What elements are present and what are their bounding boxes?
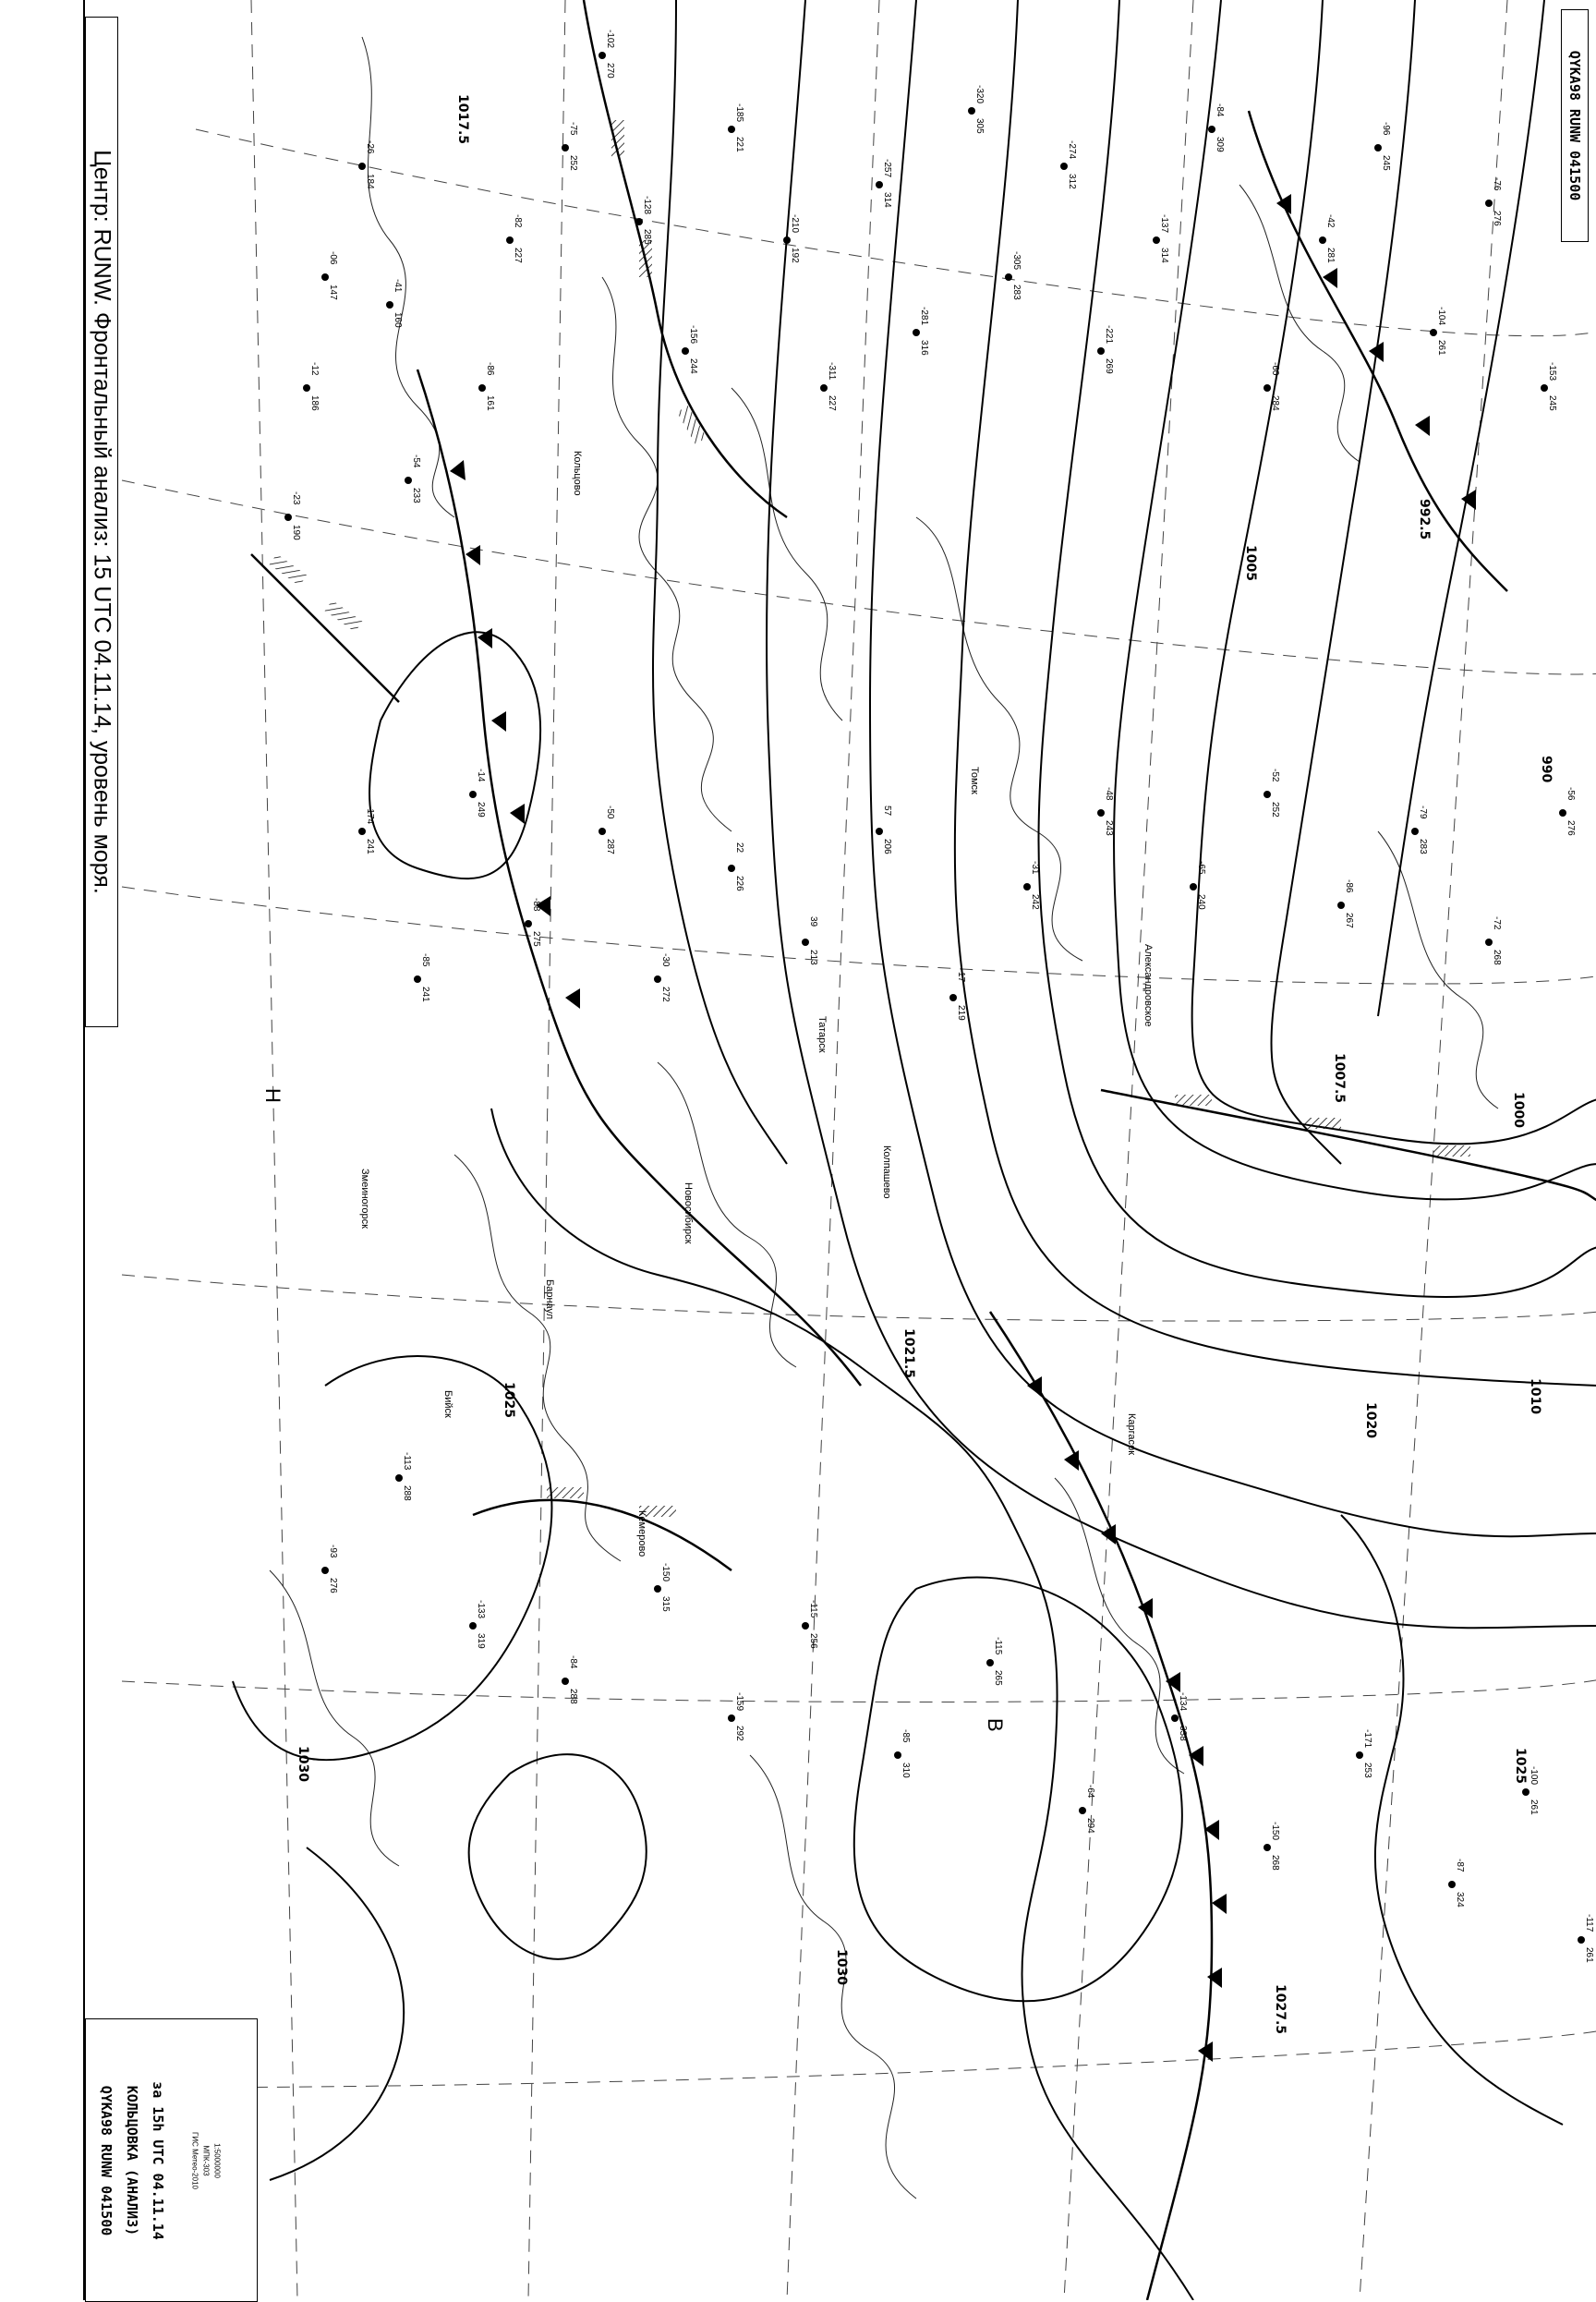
isobar-label: 1027.5 — [1273, 1984, 1288, 2035]
station-pressure: 268 — [1270, 1855, 1280, 1871]
city-label: Александровское — [1143, 944, 1154, 1027]
stamp-small-2: МПК-303 — [201, 2144, 211, 2176]
station-pressure: 265 — [993, 1670, 1003, 1686]
station-circle-icon — [894, 1751, 901, 1759]
isobar-label: 1025 — [502, 1382, 516, 1418]
station-plot — [1097, 787, 1114, 836]
station-plot — [986, 1637, 1003, 1686]
station-pressure: 213 — [808, 950, 818, 965]
station-circle-icon — [635, 218, 643, 225]
station-plot — [1448, 1859, 1465, 1908]
stamp-line-1: QYKA98 RUNW 041500 — [98, 2085, 115, 2235]
station-plot — [1485, 916, 1502, 965]
station-circle-icon — [802, 939, 809, 946]
station-plot — [469, 769, 486, 818]
station-temperature: -42 — [1325, 214, 1336, 228]
station-pressure: 312 — [1067, 174, 1077, 189]
station-temperature: -134 — [1178, 1692, 1188, 1712]
station-temperature: 39 — [808, 916, 818, 927]
station-temperature: -52 — [1270, 769, 1280, 782]
station-pressure: 284 — [1270, 395, 1280, 411]
station-circle-icon — [1319, 236, 1326, 244]
station-pressure: 305 — [974, 118, 985, 134]
station-circle-icon — [321, 1567, 329, 1574]
station-temperature: -79 — [1418, 806, 1428, 819]
station-plot — [682, 325, 698, 374]
station-temperature: -60 — [1270, 362, 1280, 376]
station-temperature: -159 — [734, 1692, 744, 1712]
station-temperature: 22 — [734, 842, 744, 854]
station-pressure: 261 — [1529, 1799, 1539, 1815]
station-pressure: 249 — [476, 802, 486, 818]
station-pressure: 227 — [513, 248, 523, 263]
station-plot — [395, 1452, 412, 1501]
station-circle-icon — [1337, 902, 1345, 909]
station-circle-icon — [1097, 809, 1105, 817]
isobar-label: 1030 — [296, 1746, 310, 1782]
synoptic-map — [85, 0, 1596, 2300]
station-temperature: -137 — [1159, 214, 1169, 234]
station-pressure: 324 — [1455, 1892, 1465, 1908]
station-circle-icon — [682, 347, 689, 355]
station-pressure: 309 — [1215, 137, 1225, 152]
station-circle-icon — [728, 126, 735, 133]
station-temperature: -14 — [476, 769, 486, 782]
station-temperature: -30 — [660, 953, 671, 967]
station-circle-icon — [1448, 1881, 1456, 1888]
station-circle-icon — [358, 163, 366, 170]
station-temperature: -117 — [1584, 1914, 1594, 1932]
station-circle-icon — [562, 1678, 569, 1685]
station-pressure: 243 — [1104, 820, 1114, 836]
station-pressure: 285 — [642, 229, 652, 245]
station-plot — [1060, 140, 1077, 189]
station-temperature: -75 — [568, 122, 578, 136]
low-center-label: Н — [261, 1088, 284, 1103]
station-circle-icon — [598, 828, 606, 835]
station-temperature: -85 — [420, 953, 430, 967]
station-temperature: -72 — [1492, 916, 1502, 930]
station-plot — [820, 362, 837, 411]
station-circle-icon — [525, 920, 532, 927]
station-pressure: 160 — [393, 312, 403, 328]
station-circle-icon — [1430, 329, 1437, 336]
station-plot — [1319, 214, 1336, 263]
station-plot — [728, 103, 744, 152]
station-pressure: 288 — [402, 1485, 412, 1501]
station-pressure: 206 — [882, 839, 892, 854]
station-temperature: -185 — [734, 103, 744, 123]
station-plot — [1153, 214, 1169, 263]
station-temperature: -65 — [1196, 861, 1206, 875]
station-plot — [1264, 362, 1280, 411]
station-circle-icon — [1060, 163, 1068, 170]
station-pressure: 252 — [568, 155, 578, 171]
station-plot — [728, 842, 744, 891]
station-temperature: -150 — [1270, 1822, 1280, 1841]
station-pressure: 283 — [1011, 285, 1022, 300]
station-temperature: -104 — [1436, 307, 1446, 326]
station-plot — [876, 806, 892, 854]
station-temperature: -84 — [1215, 103, 1225, 117]
station-plot — [1079, 1785, 1095, 1834]
station-plot — [802, 1600, 818, 1649]
stamp-small-1: ГИС Метео-2010 — [190, 2131, 200, 2189]
isobar-label: 1007.5 — [1332, 1053, 1347, 1104]
city-label: Кольцово — [572, 451, 583, 496]
station-temperature: -305 — [1011, 251, 1022, 271]
station-circle-icon — [1522, 1788, 1530, 1796]
station-temperature: -84 — [568, 1655, 578, 1669]
station-plot — [598, 806, 615, 854]
station-pressure: 276 — [1566, 820, 1576, 836]
station-temperature: -88 — [531, 898, 541, 912]
station-pressure: 272 — [660, 987, 671, 1002]
isobar-label: 1000 — [1511, 1092, 1526, 1128]
station-plot — [414, 953, 430, 1002]
station-circle-icon — [1153, 236, 1160, 244]
station-pressure: 226 — [734, 876, 744, 891]
station-plot — [894, 1729, 911, 1778]
station-temperature: -115 — [993, 1637, 1003, 1655]
station-pressure: 161 — [485, 395, 495, 411]
isobar-label: 990 — [1539, 756, 1554, 783]
station-circle-icon — [562, 144, 569, 151]
station-temperature: -156 — [688, 325, 698, 345]
station-pressure: 253 — [1362, 1763, 1372, 1778]
graticule — [122, 0, 1596, 2300]
station-plot — [654, 953, 671, 1002]
station-plot — [562, 122, 578, 171]
isobar-label: 1005 — [1243, 545, 1258, 581]
station-circle-icon — [1411, 828, 1419, 835]
station-pressure: 240 — [1196, 894, 1206, 910]
station-temperature: -86 — [485, 362, 495, 376]
station-circle-icon — [728, 865, 735, 872]
station-temperature: -257 — [882, 159, 892, 178]
station-pressure: 314 — [882, 192, 892, 208]
station-circle-icon — [303, 384, 310, 392]
station-temperature: -06 — [328, 251, 338, 265]
station-plot — [358, 140, 375, 189]
station-pressure: 147 — [328, 285, 338, 300]
station-plot — [1264, 769, 1280, 818]
station-plot — [1023, 861, 1040, 910]
city-label: Томск — [969, 767, 980, 794]
station-circle-icon — [1485, 939, 1493, 946]
station-plot — [386, 279, 403, 328]
station-temperature: -93 — [328, 1545, 338, 1558]
station-plot — [802, 916, 818, 965]
station-pressure: 227 — [827, 395, 837, 411]
station-pressure: 276 — [1492, 211, 1502, 226]
station-plot — [1430, 307, 1446, 356]
station-temperature: -221 — [1104, 325, 1114, 345]
station-pressure: 338 — [1178, 1726, 1188, 1741]
station-temperature: -320 — [974, 85, 985, 104]
station-pressure: 269 — [1104, 358, 1114, 374]
station-plot — [728, 1692, 744, 1741]
station-temperature: -210 — [790, 214, 800, 234]
station-circle-icon — [1559, 809, 1566, 817]
station-circle-icon — [1190, 883, 1197, 891]
station-circle-icon — [876, 181, 883, 188]
station-temperature: -54 — [411, 454, 421, 468]
city-label: Колпашево — [881, 1145, 892, 1199]
isobar-label: 1017.5 — [455, 94, 470, 145]
station-temperature: -26 — [365, 140, 375, 154]
station-plot — [598, 30, 615, 79]
city-label: Бийск — [442, 1390, 453, 1418]
city-label: Барнаул — [544, 1279, 555, 1320]
city-label: Каргасок — [1126, 1413, 1137, 1456]
station-temperature: -153 — [1547, 362, 1557, 382]
station-pressure: 242 — [1030, 894, 1040, 910]
station-pressure: 233 — [411, 488, 421, 503]
station-circle-icon — [1264, 1844, 1271, 1851]
station-temperature: -50 — [605, 806, 615, 819]
station-pressure: 310 — [901, 1763, 911, 1778]
station-temperature: -64 — [1085, 1785, 1095, 1799]
station-circle-icon — [469, 1622, 477, 1630]
station-plot — [913, 307, 929, 356]
station-circle-icon — [1171, 1714, 1179, 1722]
station-circle-icon — [284, 514, 292, 521]
station-circle-icon — [783, 236, 791, 244]
station-temperature: -48 — [1104, 787, 1114, 801]
station-circle-icon — [654, 1585, 661, 1593]
station-circle-icon — [598, 52, 606, 59]
station-plot — [949, 972, 966, 1021]
station-circle-icon — [405, 477, 412, 484]
station-circle-icon — [1264, 384, 1271, 392]
station-pressure: 294 — [1085, 1818, 1095, 1834]
station-plot — [1005, 251, 1022, 300]
map-frame — [83, 0, 1596, 2300]
station-temperature: -274 — [1067, 140, 1077, 160]
station-plot — [654, 1563, 671, 1612]
station-circle-icon — [1005, 273, 1012, 281]
station-pressure: 256 — [808, 1633, 818, 1649]
station-pressure: 261 — [1436, 340, 1446, 356]
station-plot — [303, 362, 320, 411]
station-plots — [284, 30, 1594, 1963]
station-pressure: 245 — [1547, 395, 1557, 411]
station-circle-icon — [802, 1622, 809, 1630]
station-temperature: -311 — [827, 362, 837, 381]
station-pressure: 281 — [1325, 248, 1336, 263]
station-circle-icon — [1485, 200, 1493, 207]
city-label: Новосибирск — [683, 1182, 694, 1244]
station-circle-icon — [820, 384, 828, 392]
station-plot — [876, 159, 892, 208]
station-circle-icon — [949, 994, 957, 1001]
map-title-box — [85, 17, 118, 1027]
station-pressure: 219 — [956, 1005, 966, 1021]
station-pressure: 241 — [420, 987, 430, 1002]
station-plot — [1190, 861, 1206, 910]
station-temperature: -12 — [309, 362, 320, 376]
station-plot — [1578, 1914, 1594, 1963]
station-plot — [1485, 177, 1502, 226]
station-circle-icon — [876, 828, 883, 835]
station-pressure: 184 — [365, 174, 375, 189]
station-pressure: 288 — [568, 1689, 578, 1704]
station-circle-icon — [1264, 791, 1271, 798]
station-temperature: -56 — [1566, 787, 1576, 801]
station-pressure: 283 — [1418, 839, 1428, 854]
station-circle-icon — [913, 329, 920, 336]
stamp-small-3: 1:5000000 — [212, 2142, 222, 2178]
station-pressure: 192 — [790, 248, 800, 263]
station-circle-icon — [358, 828, 366, 835]
station-temperature: -87 — [1455, 1859, 1465, 1872]
station-temperature: -82 — [513, 214, 523, 228]
station-circle-icon — [1079, 1807, 1086, 1814]
isobar-label: 1010 — [1528, 1378, 1542, 1414]
station-circle-icon — [1374, 144, 1382, 151]
isobar-label: 1025 — [1513, 1748, 1528, 1784]
isobars — [233, 0, 1596, 2300]
station-plot — [1541, 362, 1557, 411]
station-circle-icon — [386, 301, 393, 309]
map-title: Центр: RUNW. Фронтальный анализ: 15 UTC 04.11.14, уровень моря. — [89, 150, 115, 894]
station-temperature: -76 — [1492, 177, 1502, 191]
isobar-label: 992.5 — [1417, 499, 1432, 540]
station-temperature: -150 — [660, 1563, 671, 1582]
station-temperature: -171 — [1362, 1729, 1372, 1749]
station-pressure: 276 — [328, 1578, 338, 1593]
station-pressure: 315 — [660, 1596, 671, 1612]
station-temperature: -100 — [1529, 1766, 1539, 1786]
isobar-label: 1020 — [1363, 1402, 1378, 1438]
station-plot — [1411, 806, 1428, 854]
station-circle-icon — [728, 1714, 735, 1722]
station-plot — [1356, 1729, 1372, 1778]
station-circle-icon — [654, 975, 661, 983]
station-pressure: 241 — [365, 839, 375, 854]
station-temperature: -85 — [901, 1729, 911, 1743]
station-temperature: -31 — [1030, 861, 1040, 875]
station-plot — [478, 362, 495, 411]
isobar-label: 1030 — [834, 1949, 849, 1985]
station-circle-icon — [1541, 384, 1548, 392]
station-pressure: 190 — [291, 525, 301, 540]
station-plot — [321, 251, 338, 300]
station-pressure: 244 — [688, 358, 698, 374]
station-temperature: -133 — [476, 1600, 486, 1619]
station-plot — [1337, 879, 1354, 928]
isobar-label: 1021.5 — [901, 1328, 916, 1379]
station-pressure: 287 — [605, 839, 615, 854]
station-pressure: 270 — [605, 63, 615, 79]
station-circle-icon — [395, 1474, 403, 1482]
station-temperature: -174 — [365, 806, 375, 825]
station-temperature: -115 — [808, 1600, 818, 1618]
bulletin-stamp-top — [1561, 9, 1589, 242]
station-pressure: 275 — [531, 931, 541, 947]
station-temperature: -281 — [919, 307, 929, 326]
stamp-line-2: КОЛЬЦОВКА (АНАЛИЗ) — [124, 2085, 140, 2235]
station-plot — [562, 1655, 578, 1704]
station-temperature: -23 — [291, 491, 301, 505]
stamp-line-3: за 15h UTC 04.11.14 — [150, 2080, 166, 2240]
station-circle-icon — [1097, 347, 1105, 355]
station-plot — [1374, 122, 1391, 171]
station-plot — [506, 214, 523, 263]
station-pressure: 316 — [919, 340, 929, 356]
station-plot — [1097, 325, 1114, 374]
high-center-label: В — [984, 1718, 1007, 1732]
station-circle-icon — [506, 236, 514, 244]
city-label: Кемерово — [636, 1510, 647, 1557]
city-label: Змеиногорск — [359, 1169, 370, 1229]
station-circle-icon — [1208, 126, 1215, 133]
station-circle-icon — [414, 975, 421, 983]
station-temperature: -41 — [393, 279, 403, 293]
station-circle-icon — [469, 791, 477, 798]
station-pressure: 221 — [734, 137, 744, 152]
station-temperature: 57 — [882, 806, 892, 817]
station-circle-icon — [1356, 1751, 1363, 1759]
station-temperature: -86 — [1344, 879, 1354, 893]
station-plot — [469, 1600, 486, 1649]
station-circle-icon — [321, 273, 329, 281]
station-pressure: 252 — [1270, 802, 1280, 818]
station-temperature: -102 — [605, 30, 615, 49]
station-plot — [635, 196, 652, 245]
station-pressure: 267 — [1344, 913, 1354, 928]
station-plot — [1208, 103, 1225, 152]
station-temperature: -128 — [642, 196, 652, 215]
city-label: Татарск — [816, 1016, 828, 1053]
station-circle-icon — [1023, 883, 1031, 891]
pressure-centers — [261, 1088, 1007, 1732]
station-temperature: -113 — [402, 1452, 412, 1471]
station-temperature: -96 — [1381, 122, 1391, 136]
station-temperature: 17 — [956, 972, 966, 983]
station-pressure: 319 — [476, 1633, 486, 1649]
station-circle-icon — [986, 1659, 994, 1666]
station-plot — [1559, 787, 1576, 836]
station-circle-icon — [968, 107, 975, 115]
bulletin-stamp-bottom — [85, 2018, 258, 2302]
station-circle-icon — [1578, 1936, 1585, 1944]
station-pressure: 292 — [734, 1726, 744, 1741]
station-plot — [968, 85, 985, 134]
station-plot — [1264, 1822, 1280, 1871]
station-pressure: 186 — [309, 395, 320, 411]
station-pressure: 261 — [1584, 1947, 1594, 1963]
station-pressure: 245 — [1381, 155, 1391, 171]
station-plot — [321, 1545, 338, 1593]
station-circle-icon — [478, 384, 486, 392]
bulletin-id: QYKA98 RUNW 041500 — [1566, 50, 1583, 201]
station-pressure: 268 — [1492, 950, 1502, 965]
station-plot — [405, 454, 421, 503]
station-pressure: 314 — [1159, 248, 1169, 263]
station-plot — [358, 806, 375, 854]
